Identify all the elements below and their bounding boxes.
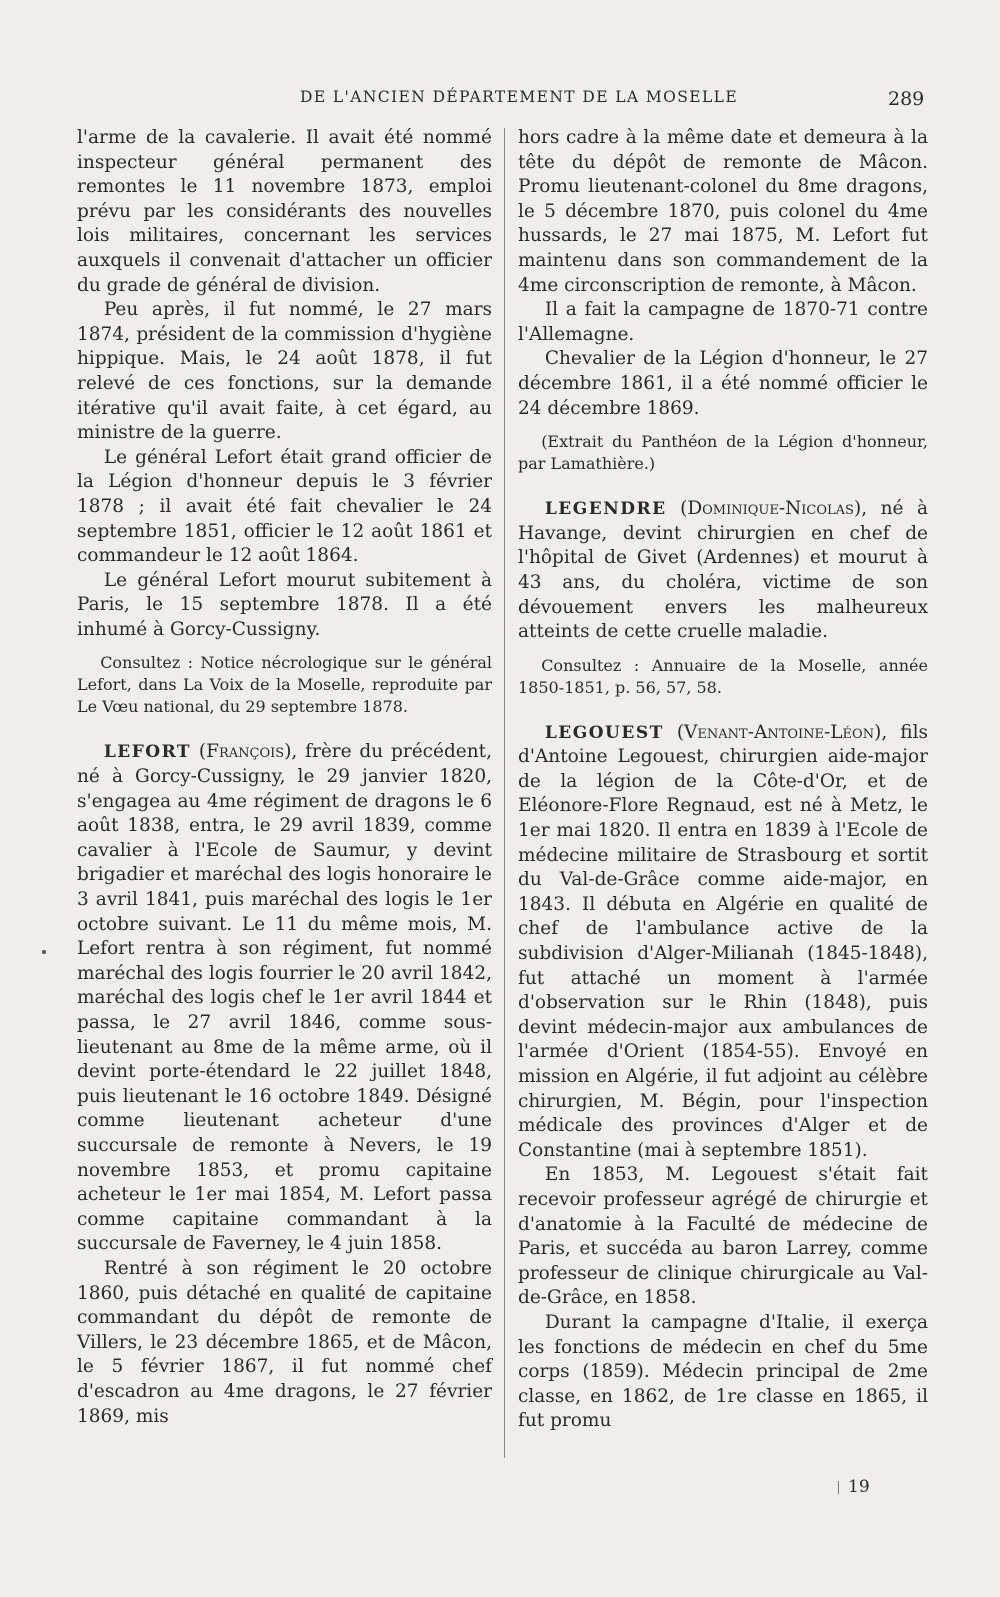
footer-mark: [838, 1481, 839, 1494]
headword: LEGOUEST: [544, 722, 664, 743]
paragraph: Il a fait la campagne de 1870-71 contre l'Allemagne.: [518, 299, 928, 345]
given-names: Venant-Antoine-Léon: [684, 721, 875, 743]
entry-legouest: LEGOUEST (Venant-Antoine-Léon), fils d'Antoine Legouest, chirurgien aide-major de la légion de la Côte-d'Or, et de Eléonore-Flore Regnaud, est né à Metz, le 1er mai 1820. Il entra en 1839 à l'Ecole de médecine militaire de Strasbourg et sortit du Val-de-Grâce comme aide-major, en 1843. Il débuta en Algérie en qualité de chef de l'ambulance active de la subdivision d'Alger-Milianah (1845-1848), fut attaché un moment à l'armée d'observation sur le Rhin (1848), puis devint médecin-major aux ambulances de l'armée d'Orient (1854-55). Envoyé en mission en Algérie, il fut adjoint au célèbre chirurgien, M. Bégin, pour l'inspection médicale des provinces d'Alger et de Constantine (mai à septembre 1851).: [518, 721, 928, 1161]
entry-legendre: LEGENDRE (Dominique-Nicolas), né à Havange, devint chirurgien en chef de l'hôpital de Givet (Ardennes) et mourut à 43 ans, du choléra, victime de son dévouement envers les malheureux atteints de cette cruelle maladie.: [518, 498, 928, 643]
paragraph: Le général Lefort mourut subitement à Paris, le 15 septembre 1878. Il a été inhumé à Gorcy-Cussigny.: [77, 569, 492, 640]
margin-mark: [42, 950, 46, 954]
given-names: Dominique-Nicolas: [687, 498, 854, 520]
paragraph: hors cadre à la même date et demeura à la tête du dépôt de remonte de Mâcon. Promu lieutenant-colonel du 8me dragons, le 5 décembre 1870, puis colonel du 4me hussards, le 27 mai 1875, M. Lefort fut maintenu dans son commandement de la 4me circonscription de remonte, à Mâcon.: [518, 127, 928, 296]
given-names: François: [206, 741, 285, 763]
left-column: [77, 126, 492, 1429]
paragraph: Durant la campagne d'Italie, il exerça les fonctions de médecin en chef du 5me corps (1859). Médecin principal de 2me classe, en 1862, de 1re classe en 1865, il fut promu: [518, 1311, 928, 1432]
entry-text: , fils d'Antoine Legouest, chirurgien aide-major de la légion de la Côte-d'Or, et de Eléonore-Flore Regnaud, est né à Metz, le 1er mai 1820. Il entra en 1839 à l'Ecole de médecine militaire de Strasbourg et sortit du Val-de-Grâce comme aide-major, en 1843. Il débuta en Algérie en qualité de chef de l'ambulance active de la subdivision d'Alger-Milianah (1845-1848), fut attaché un moment à l'armée d'observation sur le Rhin (1848), puis devint médecin-major aux ambulances de l'armée d'Orient (1854-55). Envoyé en mission en Algérie, il fut adjoint au célèbre chirurgien, M. Bégin, pour l'inspection médicale des provinces d'Alger et de Constantine (mai à septembre 1851).: [518, 721, 928, 1161]
page-number: 289: [888, 88, 925, 110]
entry-text: , né à Havange, devint chirurgien en chef de l'hôpital de Givet (Ardennes) et mourut à 43 ans, du choléra, victime de son dévouement envers les malheureux atteints de cette cruelle maladie.: [518, 498, 928, 643]
citation: Consultez : Notice nécrologique sur le général Lefort, dans La Voix de la Moselle, reproduite par Le Vœu national, du 29 septembre 1878.: [77, 653, 492, 717]
paragraph: Le général Lefort était grand officier de la Légion d'honneur depuis le 3 février 1878 ; il avait été fait chevalier le 24 septembre 1851, officier le 12 août 1861 et commandeur le 12 août 1864.: [77, 446, 492, 567]
paragraph: En 1853, M. Legouest s'était fait recevoir professeur agrégé de chirurgie et d'anatomie à la Faculté de médecine de Paris, et succéda au baron Larrey, comme professeur de clinique chirurgicale au Val-de-Grâce, en 1858.: [518, 1164, 928, 1309]
entry-lefort-francois: LEFORT (François), frère du précédent, né à Gorcy-Cussigny, le 29 janvier 1820, s'engagea au 4me régiment de dragons le 6 août 1838, entra, le 29 avril 1839, comme cavalier à l'Ecole de Saumur, y devint brigadier et maréchal des logis honoraire le 3 avril 1841, puis maréchal des logis le 1er octobre suivant. Le 11 du même mois, M. Lefort rentra à son régiment, fut nommé maréchal des logis fourrier le 20 avril 1842, maréchal des logis chef le 1er avril 1844 et passa, le 27 avril 1846, comme sous-lieutenant au 8me de la même arme, où il devint porte-étendard le 22 juillet 1848, puis lieutenant le 16 octobre 1849. Désigné comme lieutenant acheteur d'une succursale de remonte à Nevers, le 19 novembre 1853, et promu capitaine acheteur le 1er mai 1854, M. Lefort passa comme capitaine commandant à la succursale de Faverney, le 4 juin 1858.: [77, 741, 492, 1255]
headword: LEFORT: [103, 742, 192, 763]
column-divider: [504, 128, 505, 1458]
citation: (Extrait du Panthéon de la Légion d'honneur, par Lamathière.): [518, 432, 928, 474]
citation: Consultez : Annuaire de la Moselle, année 1850-1851, p. 56, 57, 58.: [518, 655, 928, 697]
headword: LEGENDRE: [544, 499, 667, 520]
entry-text: , frère du précédent, né à Gorcy-Cussigny, le 29 janvier 1820, s'engagea au 4me régiment de dragons le 6 août 1838, entra, le 29 avril 1839, comme cavalier à l'Ecole de Saumur, y devint brigadier et maréchal des logis honoraire le 3 avril 1841, puis maréchal des logis le 1er octobre suivant. Le 11 du même mois, M. Lefort rentra à son régiment, fut nommé maréchal des logis fourrier le 20 avril 1842, maréchal des logis chef le 1er avril 1844 et passa, le 27 avril 1846, comme sous-lieutenant au 8me de la même arme, où il devint porte-étendard le 22 juillet 1848, puis lieutenant le 16 octobre 1849. Désigné comme lieutenant acheteur d'une succursale de remonte à Nevers, le 19 novembre 1853, et promu capitaine acheteur le 1er mai 1854, M. Lefort passa comme capitaine commandant à la succursale de Faverney, le 4 juin 1858.: [77, 741, 492, 1255]
paragraph: Chevalier de la Légion d'honneur, le 27 décembre 1861, il a été nommé officier le 24 décembre 1869.: [518, 348, 928, 419]
right-column: [518, 126, 928, 1434]
running-title: DE L'ANCIEN DÉPARTEMENT DE LA MOSELLE: [300, 88, 739, 106]
signature-number: 19: [848, 1477, 870, 1497]
paragraph: l'arme de la cavalerie. Il avait été nommé inspecteur général permanent des remontes le 11 novembre 1873, emploi prévu par les considérants des nouvelles lois militaires, concernant les services auxquels il convenait d'attacher un officier du grade de général de division.: [77, 127, 492, 296]
paragraph: Peu après, il fut nommé, le 27 mars 1874, président de la commission d'hygiène hippique. Mais, le 24 août 1878, il fut relevé de ces fonctions, sur la demande itérative qu'il avait faite, à cet égard, au ministre de la guerre.: [77, 299, 492, 444]
running-header: [0, 88, 1000, 112]
paragraph: Rentré à son régiment le 20 octobre 1860, puis détaché en qualité de capitaine commandant du dépôt de remonte de Villers, le 23 décembre 1865, et de Mâcon, le 5 février 1867, il fut nommé chef d'escadron au 4me dragons, le 27 février 1869, mis: [77, 1257, 492, 1427]
